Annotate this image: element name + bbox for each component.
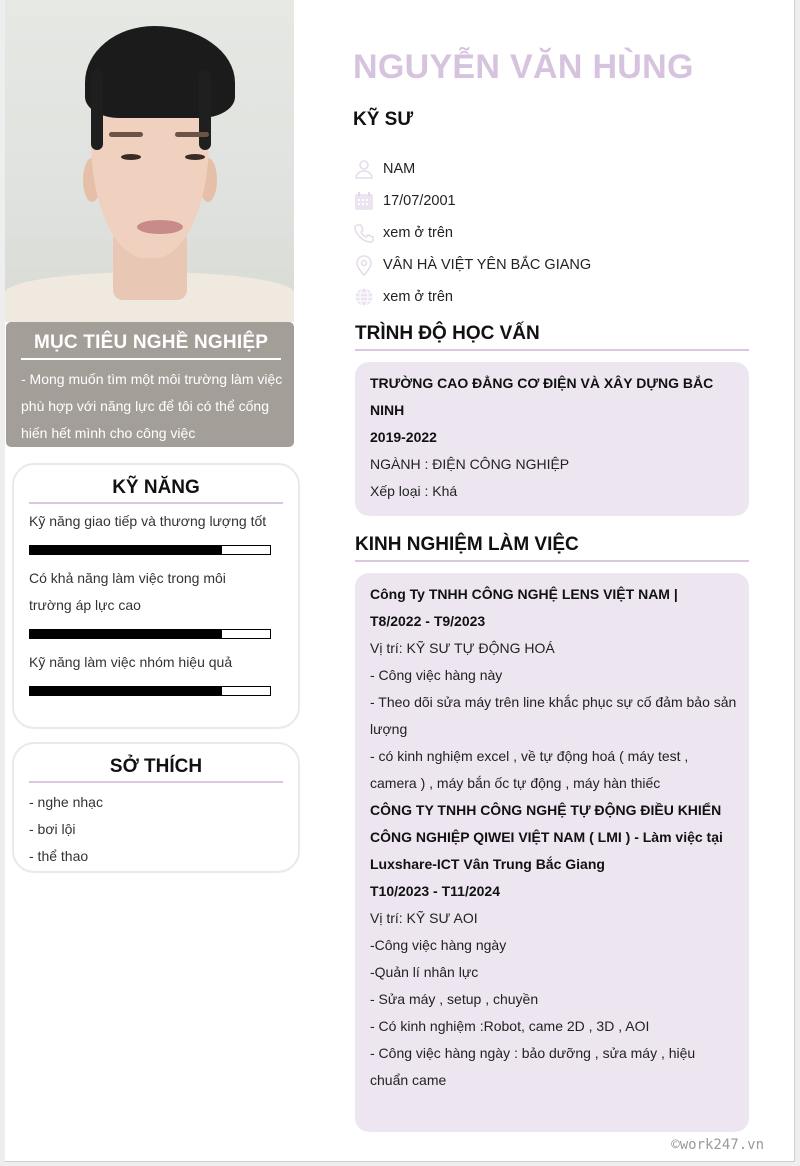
job-detail: - có kinh nghiệm excel , về tự động hoá ( máy test , camera ) , máy bắn ốc tự động , máy hàn thiếc	[370, 748, 689, 791]
skills-title: KỸ NĂNG	[29, 465, 283, 504]
career-objective-section	[6, 322, 294, 447]
skill-level-bar	[29, 545, 271, 555]
contact-website	[353, 281, 591, 313]
skill-item	[29, 645, 283, 696]
hobby-item: - nghe nhạc	[29, 794, 103, 810]
profile-photo	[5, 0, 294, 322]
contact-birthday	[353, 185, 591, 217]
skill-label: Kỹ năng giao tiếp và thương lượng tốt	[29, 513, 267, 529]
cv-page	[5, 0, 795, 1162]
phone-icon	[353, 222, 375, 244]
contact-gender	[353, 153, 591, 185]
job-detail: - Theo dõi sửa máy trên line khắc phục sự cố đảm bảo sản	[370, 694, 737, 710]
company-name: Công Ty TNHH CÔNG NGHỆ LENS VIỆT NAM |	[370, 586, 678, 602]
watermark: ©work247.vn	[671, 1137, 764, 1153]
job-detail: lượng	[370, 721, 408, 737]
job-position: Vị trí: KỸ SƯ AOI	[370, 910, 478, 926]
job-detail: - Công việc hàng này	[370, 667, 503, 683]
location-pin-icon	[353, 254, 375, 276]
contact-list	[353, 153, 591, 313]
calendar-icon	[353, 190, 375, 212]
experience-box	[355, 573, 749, 1132]
job-detail: -Quản lí nhân lực	[370, 964, 479, 980]
address-value: VÂN HÀ VIỆT YÊN BẮC GIANG	[383, 257, 592, 273]
company-name: CÔNG TY TNHH CÔNG NGHỆ TỰ ĐỘNG ĐIỀU KHIỂN CÔNG NGHIỆP QIWEI VIỆT NAM ( LMI ) - Làm việc tại Luxshare-ICT Vân Trung Bắc Giang	[370, 802, 723, 872]
job-detail: - Sửa máy , setup , chuyền	[370, 991, 539, 1007]
objective-text: - Mong muốn tìm một môi trường làm việc phù hợp với năng lực để tôi có thể cống hiến hết mình cho công việc	[21, 371, 283, 441]
hobbies-title: SỞ THÍCH	[29, 744, 283, 783]
education-major: NGÀNH : ĐIỆN CÔNG NGHIỆP	[370, 456, 570, 472]
job-detail: - Công việc hàng ngày : bảo dưỡng , sửa máy , hiệu chuẩn came	[370, 1045, 696, 1088]
education-grade: Xếp loại : Khá	[370, 483, 458, 499]
education-period: 2019-2022	[370, 429, 437, 445]
skill-item	[29, 504, 283, 555]
job-title: KỸ SƯ	[353, 109, 414, 130]
job-position: Vị trí: KỸ SƯ TỰ ĐỘNG HOÁ	[370, 640, 555, 656]
experience-title: KINH NGHIỆM LÀM VIỆC	[355, 534, 749, 562]
hobby-item: - thể thao	[29, 848, 89, 864]
skill-item	[29, 561, 283, 639]
job-period: T10/2023 - T11/2024	[370, 883, 500, 899]
phone-value: xem ở trên	[383, 225, 453, 241]
skill-level-bar	[29, 629, 271, 639]
objective-title: MỤC TIÊU NGHỀ NGHIỆP	[21, 332, 281, 360]
job-detail: -Công việc hàng ngày	[370, 937, 507, 953]
skill-label: Có khả năng làm việc trong môi trường áp lực cao	[29, 570, 226, 613]
hobby-item: - bơi lội	[29, 821, 76, 837]
hobbies-section	[12, 742, 300, 873]
education-box	[355, 362, 749, 516]
school-name: TRƯỜNG CAO ĐẲNG CƠ ĐIỆN VÀ XÂY DỰNG BẮC NINH	[370, 375, 714, 418]
birthday-value: 17/07/2001	[383, 193, 456, 209]
gender-value: NAM	[383, 161, 416, 177]
website-value: xem ở trên	[383, 289, 453, 305]
job-detail: - Có kinh nghiệm :Robot, came 2D , 3D , AOI	[370, 1018, 650, 1034]
job-period: T8/2022 - T9/2023	[370, 613, 486, 629]
education-title: TRÌNH ĐỘ HỌC VẤN	[355, 323, 749, 351]
skill-label: Kỹ năng làm việc nhóm hiệu quả	[29, 654, 233, 670]
skill-level-bar	[29, 686, 271, 696]
globe-icon	[353, 286, 375, 308]
contact-address	[353, 249, 591, 281]
contact-phone	[353, 217, 591, 249]
skills-section	[12, 463, 300, 729]
user-icon	[353, 158, 375, 180]
candidate-name: NGUYỄN VĂN HÙNG	[353, 48, 694, 86]
